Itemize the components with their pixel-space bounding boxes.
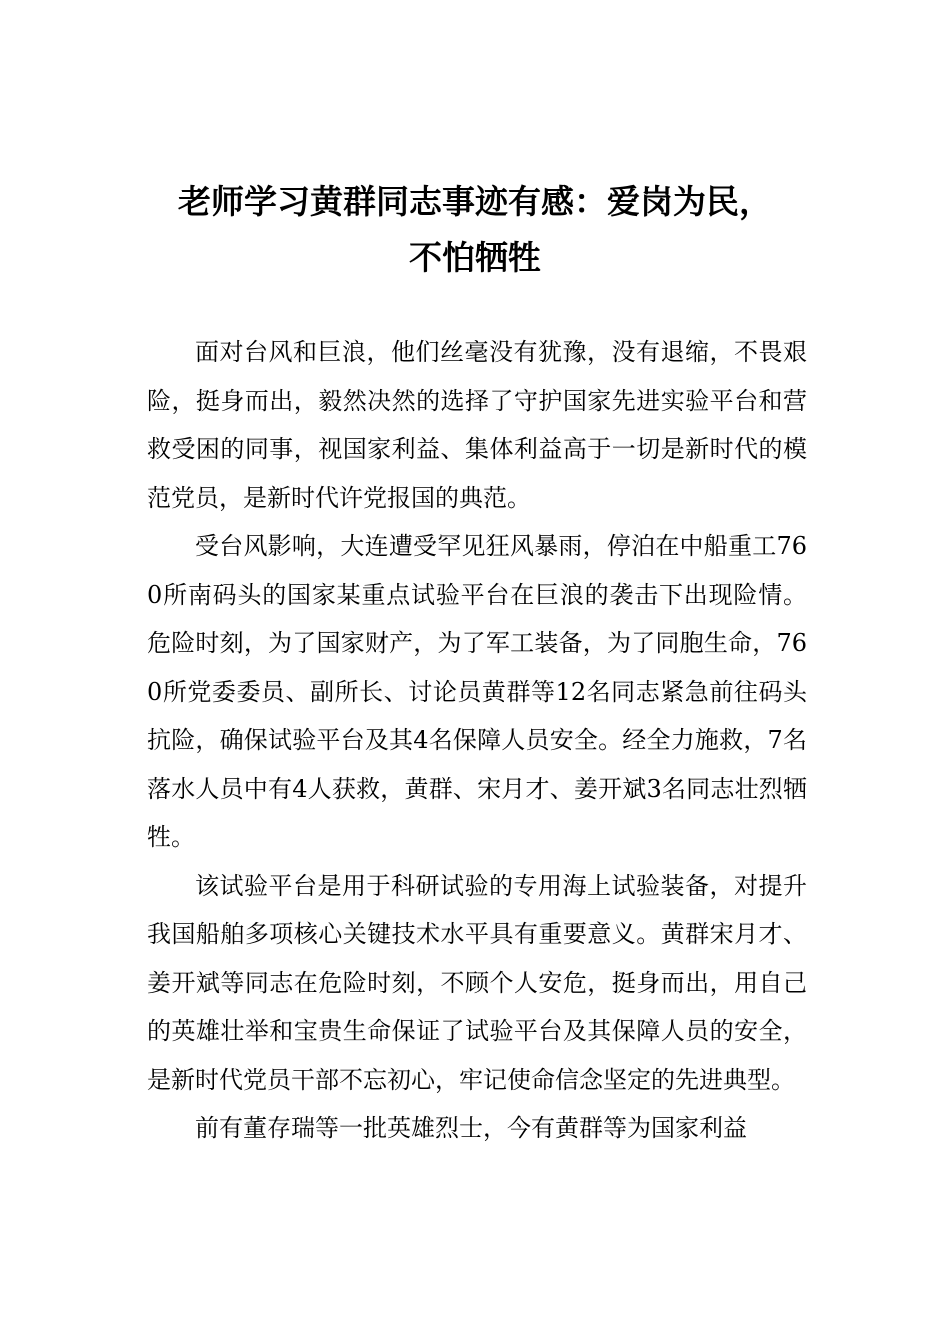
document-body	[147, 328, 807, 1153]
paragraph-3: 该试验平台是用于科研试验的专用海上试验装备，对提升我国船舶多项核心关键技术水平具有重要意义。黄群宋月才、姜开斌等同志在危险时刻，不顾个人安危，挺身而出，用自己的英雄壮举和宝贵生命保证了试验平台及其保障人员的安全，是新时代党员干部不忘初心，牢记使命信念坚定的先进典型。	[147, 871, 807, 1094]
document-title	[120, 174, 830, 286]
title-line-2: 不怕牺牲	[409, 238, 541, 277]
paragraph-1: 面对台风和巨浪，他们丝毫没有犹豫，没有退缩，不畏艰险，挺身而出，毅然决然的选择了守护国家先进实验平台和营救受困的同事，视国家利益、集体利益高于一切是新时代的模范党员，是新时代许党报国的典范。	[147, 338, 807, 512]
paragraph-2: 受台风影响，大连遭受罕见狂风暴雨，停泊在中船重工760所南码头的国家某重点试验平台在巨浪的袭击下出现险情。危险时刻，为了国家财产，为了军工装备，为了同胞生命，760所党委委员、副所长、讨论员黄群等12名同志紧急前往码头抗险，确保试验平台及其4名保障人员安全。经全力施救，7名落水人员中有4人获救，黄群、宋月才、姜开斌3名同志壮烈牺牲。	[147, 532, 807, 851]
title-line-1: 老师学习黄群同志事迹有感：爱岗为民，	[178, 182, 772, 221]
paragraph-4: 前有董存瑞等一批英雄烈士，今有黄群等为国家利益	[195, 1114, 747, 1142]
